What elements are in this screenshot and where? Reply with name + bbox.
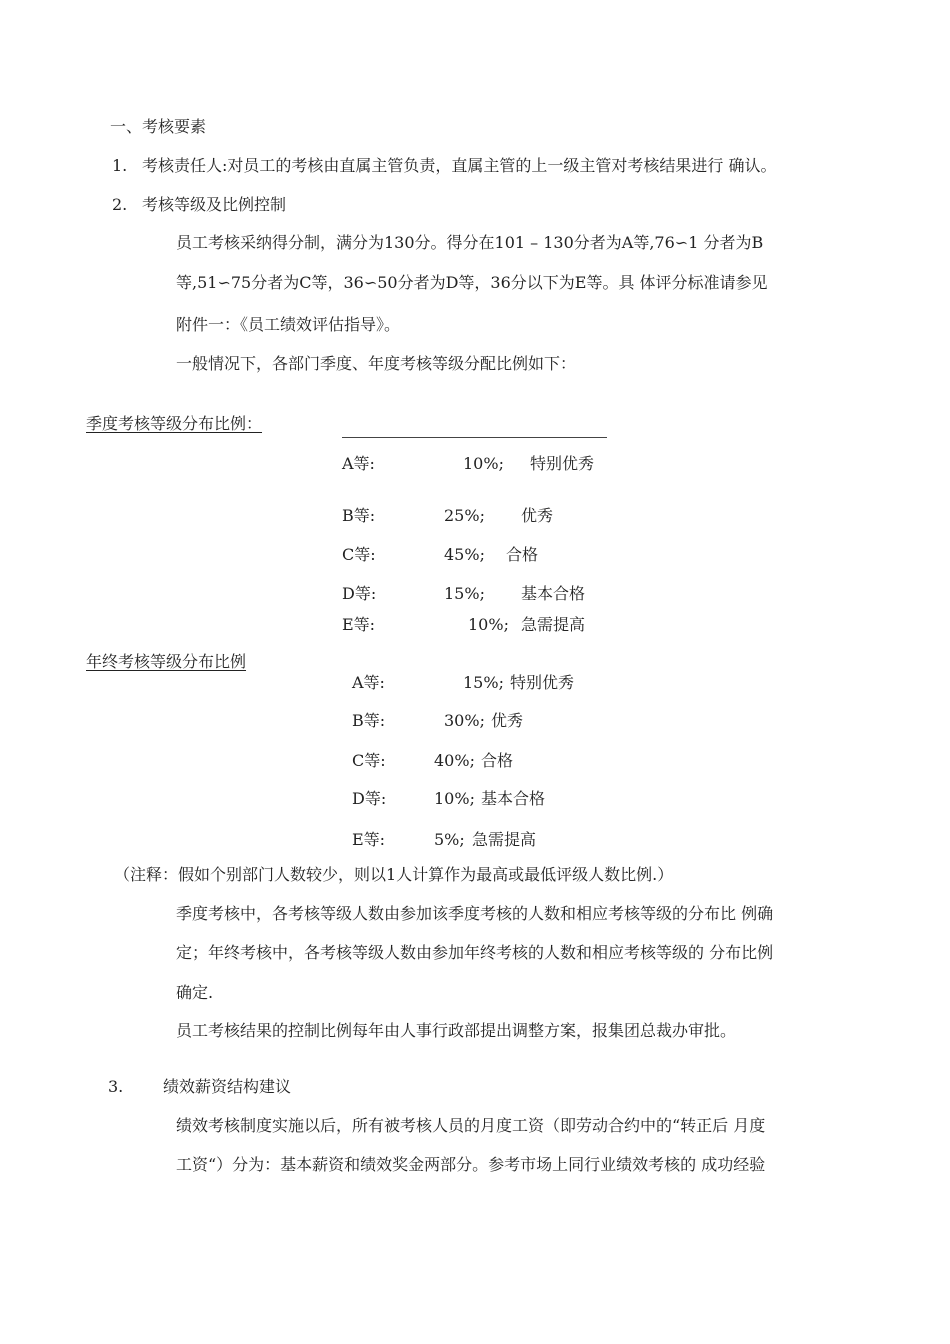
item-number: 3. (108, 1077, 124, 1096)
grade-description: 急需提高 (472, 830, 537, 849)
grade-percent: 15%; (463, 673, 504, 692)
grade-label: E等: (342, 615, 376, 634)
paragraph-intro: 一般情况下，各部门季度、年度考核等级分配比例如下： (176, 354, 577, 373)
item-text: 考核责任人:对员工的考核由直属主管负责，直属主管的上一级主管对考核结果进行 确认。 (142, 156, 777, 175)
grade-label: B等: (352, 711, 386, 730)
grade-description: 合格 (506, 545, 539, 564)
grade-percent: 45%; (444, 545, 485, 564)
paragraph-line: 定；年终考核中，各考核等级人数由参加年终考核的人数和相应考核等级的 分布比例 (176, 943, 774, 962)
grade-description: 基本合格 (481, 789, 546, 808)
grade-label: C等: (352, 751, 386, 770)
item-title: 考核等级及比例控制 (142, 195, 287, 214)
grade-description: 优秀 (521, 506, 554, 525)
section-heading: 一、考核要素 (110, 117, 207, 136)
grade-description: 急需提高 (521, 615, 586, 634)
grade-label: B等: (342, 506, 376, 525)
grade-percent: 10%; (463, 454, 504, 473)
paragraph-line: 员工考核采纳得分制，满分为130分。得分在101 – 130分者为A等,76∽1 分者为B (176, 233, 764, 252)
paragraph-line: 绩效考核制度实施以后，所有被考核人员的月度工资（即劳动合约中的“转正后 月度 (176, 1116, 766, 1135)
item-number: 1. (112, 156, 128, 175)
divider-line (342, 437, 607, 438)
grade-percent: 40%; (434, 751, 475, 770)
item-number: 2. (112, 195, 128, 214)
quarterly-title: 季度考核等级分布比例： (86, 414, 263, 433)
grade-label: E等: (352, 830, 386, 849)
grade-description: 基本合格 (521, 584, 586, 603)
grade-percent: 25%; (444, 506, 485, 525)
grade-label: C等: (342, 545, 376, 564)
grade-description: 特别优秀 (510, 673, 575, 692)
footnote: （注释：假如个别部门人数较少，则以1人计算作为最高或最低评级人数比例.） (114, 865, 674, 884)
grade-description: 优秀 (491, 711, 524, 730)
paragraph-line: 附件一：《员工绩效评估指导》。 (176, 315, 401, 334)
paragraph: 员工考核结果的控制比例每年由人事行政部提出调整方案，报集团总裁办审批。 (176, 1021, 737, 1040)
grade-description: 特别优秀 (530, 454, 595, 473)
grade-percent: 30%; (444, 711, 485, 730)
grade-percent: 15%; (444, 584, 485, 603)
grade-percent: 5%; (434, 830, 465, 849)
grade-label: A等: (342, 454, 375, 473)
grade-label: D等: (342, 584, 377, 603)
paragraph-line: 确定. (176, 983, 214, 1002)
grade-description: 合格 (481, 751, 514, 770)
paragraph-line: 等,51∽75分者为C等，36∽50分者为D等，36分以下为E等。具 体评分标准请参见 (176, 273, 768, 292)
paragraph-line: 工资“）分为：基本薪资和绩效奖金两部分。参考市场上同行业绩效考核的 成功经验 (176, 1155, 766, 1174)
grade-percent: 10%; (434, 789, 475, 808)
grade-label: D等: (352, 789, 387, 808)
paragraph-line: 季度考核中，各考核等级人数由参加该季度考核的人数和相应考核等级的分布比 例确 (176, 904, 774, 923)
annual-title: 年终考核等级分布比例 (86, 652, 247, 671)
item-title: 绩效薪资结构建议 (163, 1077, 292, 1096)
grade-percent: 10%; (468, 615, 509, 634)
grade-label: A等: (352, 673, 385, 692)
